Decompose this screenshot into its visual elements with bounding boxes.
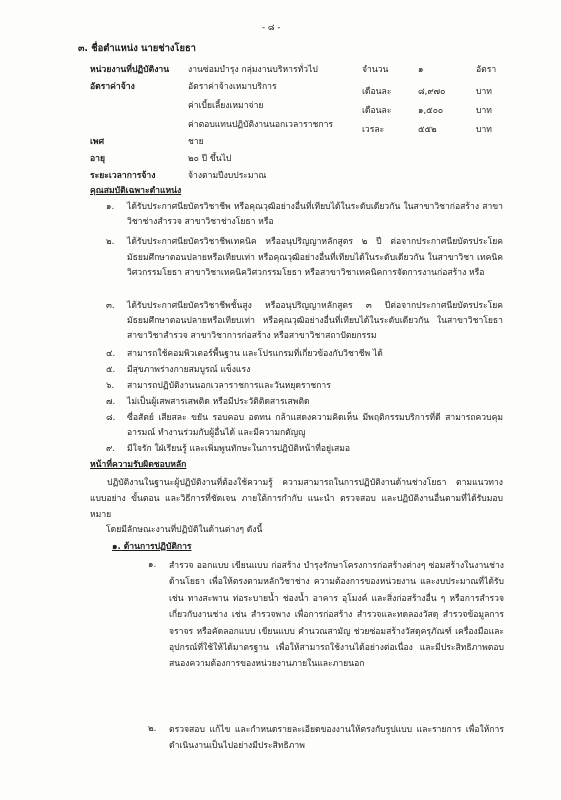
sex-label: เพศ bbox=[90, 137, 105, 147]
amount-unit: บาท bbox=[476, 87, 492, 97]
section-heading: ๑. ด้านการปฏิบัติการ bbox=[112, 542, 192, 552]
position-heading: ๓. ชื่อตำแหน่ง นายช่างโยธา bbox=[78, 43, 196, 54]
amount-label: เดือนละ bbox=[362, 106, 392, 116]
list-item: ได้รับประกาศนียบัตรวิชาชีพเทคนิค หรืออนุปริญญาหลักสูตร ๒ ปี ต่อจากประกาศนียบัตรประโยคมัธยมศึกษาตอนปลายหรือเทียบเท่า หรือคุณวุฒิอย่างอื่นที่เทียบได้ในระดับเดียวกัน ในสาขาวิชา เทคนิควิศวกรรมโยธา สาขาวิชาเทคนิควิศวกรรมโยธา หรือสาขาวิชาเทคนิคการจัดการงานก่อสร้าง หรือ bbox=[127, 237, 503, 278]
rate-row: ค่าเบี้ยเลี้ยงเหมาจ่าย bbox=[188, 101, 264, 111]
duties-heading: หน้าที่ความรับผิดชอบหลัก bbox=[90, 460, 187, 470]
list-number: ๗. bbox=[106, 397, 116, 407]
list-item: ไม่เป็นผู้เสพสารเสพติด หรือมีประวัติติดสารเสพติด bbox=[127, 397, 310, 407]
list-number: ๓. bbox=[106, 301, 115, 311]
list-item: สำรวจ ออกแบบ เขียนแบบ ก่อสร้าง บำรุงรักษาโครงการก่อสร้างต่างๆ ซ่อมสร้างในงานช่างด้านโยธา เพื่อให้ตรงตามหลักวิชาช่าง ความต้องการของหน่วยงาน และงบประมาณที่ได้รับ เช่น ทางสะพาน ท่อระบายน้ำ ช่องน้ำ อาคาร อุโมงค์ และสิ่งก่อสร้างอื่น ๆ หรือการสำรวจเกี่ยวกับงานช่าง เช่น สำรวจพาง เพื่อการก่อสร้าง สำรวจและทดลองวัสดุ สำรวจข้อมูลการจราจร หรือคัดลอกแบบ เขียนแบบ คำนวณสามัญ ช่วยซ่อมสร้างวัสดุครุภัณฑ์ เครื่องมือและอุปกรณ์ที่ใช้ให้ได้มาตรฐาน เพื่อให้สามารถใช้งานได้อย่างต่อเนื่อง และมีประสิทธิภาพตอบสนองความต้องการของหน่วยงานภายในและภายนอก bbox=[169, 561, 504, 670]
list-item: ได้รับประกาศนียบัตรวิชาชีพชั้นสูง หรืออนุปริญญาหลักสูตร ๓ ปีต่อจากประกาศนียบัตรประโยคมัธยมศึกษาตอนปลายหรือเทียบเท่า หรือคุณวุฒิอย่างอื่นที่เทียบได้ในระดับเดียวกัน ในสาขาวิชาโยธา สาขาวิชาสำรวจ สาขาวิชาการก่อสร้าง หรือสาขาวิชาสถาปัตยกรรม bbox=[127, 301, 503, 341]
list-number: ๔. bbox=[106, 349, 116, 359]
period-value: จ้างตามปีงบประมาณ bbox=[188, 171, 267, 181]
age-value: ๒๐ ปี ขึ้นไป bbox=[188, 154, 232, 164]
count-value: ๑ bbox=[418, 65, 424, 75]
period-label: ระยะเวลาการจ้าง bbox=[90, 171, 156, 181]
duties-example-line: โดยมีลักษณะงานที่ปฏิบัติในด้านต่างๆ ดังนี้ bbox=[106, 525, 263, 535]
list-number: ๘. bbox=[106, 413, 116, 423]
count-label: จำนวน bbox=[362, 65, 389, 75]
list-item: ซื่อสัตย์ เสียสละ ขยัน รอบคอบ อดทน กล้าแสดงความคิดเห็น มีพฤติกรรมบริการที่ดี สามารถควบคุมอารมณ์ ทำงานร่วมกับผู้อื่นได้ และมีความกตัญญู bbox=[127, 413, 503, 438]
rate-row: อัตราค่าจ้างเหมาบริการ bbox=[188, 82, 277, 92]
list-number: ๖. bbox=[106, 381, 115, 391]
list-item: สามารถปฏิบัติงานนอกเวลาราชการและวันหยุดราชการ bbox=[127, 381, 331, 391]
rate-row: ค่าตอบแทนปฏิบัติงานนอกเวลาราชการ bbox=[188, 120, 334, 130]
list-number: ๑. bbox=[106, 202, 115, 212]
count-unit: อัตรา bbox=[476, 65, 497, 75]
list-number: ๒. bbox=[106, 237, 115, 247]
page-number: - ๘ - bbox=[262, 23, 281, 33]
amount-unit: บาท bbox=[476, 106, 492, 116]
list-number: ๕. bbox=[106, 365, 116, 375]
list-item: ได้รับประกาศนียบัตรวิชาชีพ หรือคุณวุฒิอย่างอื่นที่เทียบได้ในระดับเดียวกัน ในสาขาวิชาก่อสร้าง สาขาวิชาช่างสำรวจ สาขาวิชาช่างโยธา หรือ bbox=[127, 202, 503, 227]
age-label: อายุ bbox=[90, 154, 106, 164]
rate-label: อัตราค่าจ้าง bbox=[90, 82, 135, 92]
amount-value: ๘,๙๗๐ bbox=[418, 87, 446, 97]
unit-label: หน่วยงานที่ปฏิบัติงาน bbox=[90, 65, 170, 75]
amount-value: ๕๕๒ bbox=[418, 125, 437, 135]
sex-value: ชาย bbox=[188, 137, 204, 147]
list-number: ๒. bbox=[148, 724, 157, 734]
unit-value: งานซ่อมบำรุง กลุ่มงานบริหารทั่วไป bbox=[188, 65, 318, 75]
list-item: ตรวจสอบ แก้ไข และกำหนดรายละเอียดของงานให้ตรงกับรูปแบบ และรายการ เพื่อให้การดำเนินงานเป็นไปอย่างมีประสิทธิภาพ bbox=[169, 725, 504, 752]
list-number: ๑. bbox=[148, 560, 157, 570]
amount-label: เดือนละ bbox=[362, 87, 392, 97]
list-number: ๙. bbox=[106, 444, 116, 454]
list-item: มีสุขภาพร่างกายสมบูรณ์ แข็งแรง bbox=[127, 365, 251, 375]
duties-intro: ปฏิบัติงานในฐานะผู้ปฏิบัติงานที่ต้องใช้ความรู้ ความสามารถในการปฏิบัติงานด้านช่างโยธา ตามแนวทาง แบบอย่าง ขั้นตอน และวิธีการที่ชัดเจน ภายใต้การกำกับ แนะนำ ตรวจสอบ และปฏิบัติงานอื่นตามที่ได้รับมอบหมาย bbox=[90, 478, 503, 520]
qualifications-heading: คุณสมบัติเฉพาะตำแหน่ง bbox=[90, 186, 182, 196]
amount-unit: บาท bbox=[476, 125, 492, 135]
list-item: มีใจรัก ใฝ่เรียนรู้ และเพิ่มพูนทักษะในการปฏิบัติหน้าที่อยู่เสมอ bbox=[127, 444, 351, 454]
amount-value: ๑,๕๐๐ bbox=[418, 106, 444, 116]
list-item: สามารถใช้คอมพิวเตอร์พื้นฐาน และโปรแกรมที่เกี่ยวข้องกับวิชาชีพ ได้ bbox=[127, 349, 383, 359]
amount-label: เวรละ bbox=[362, 125, 385, 135]
